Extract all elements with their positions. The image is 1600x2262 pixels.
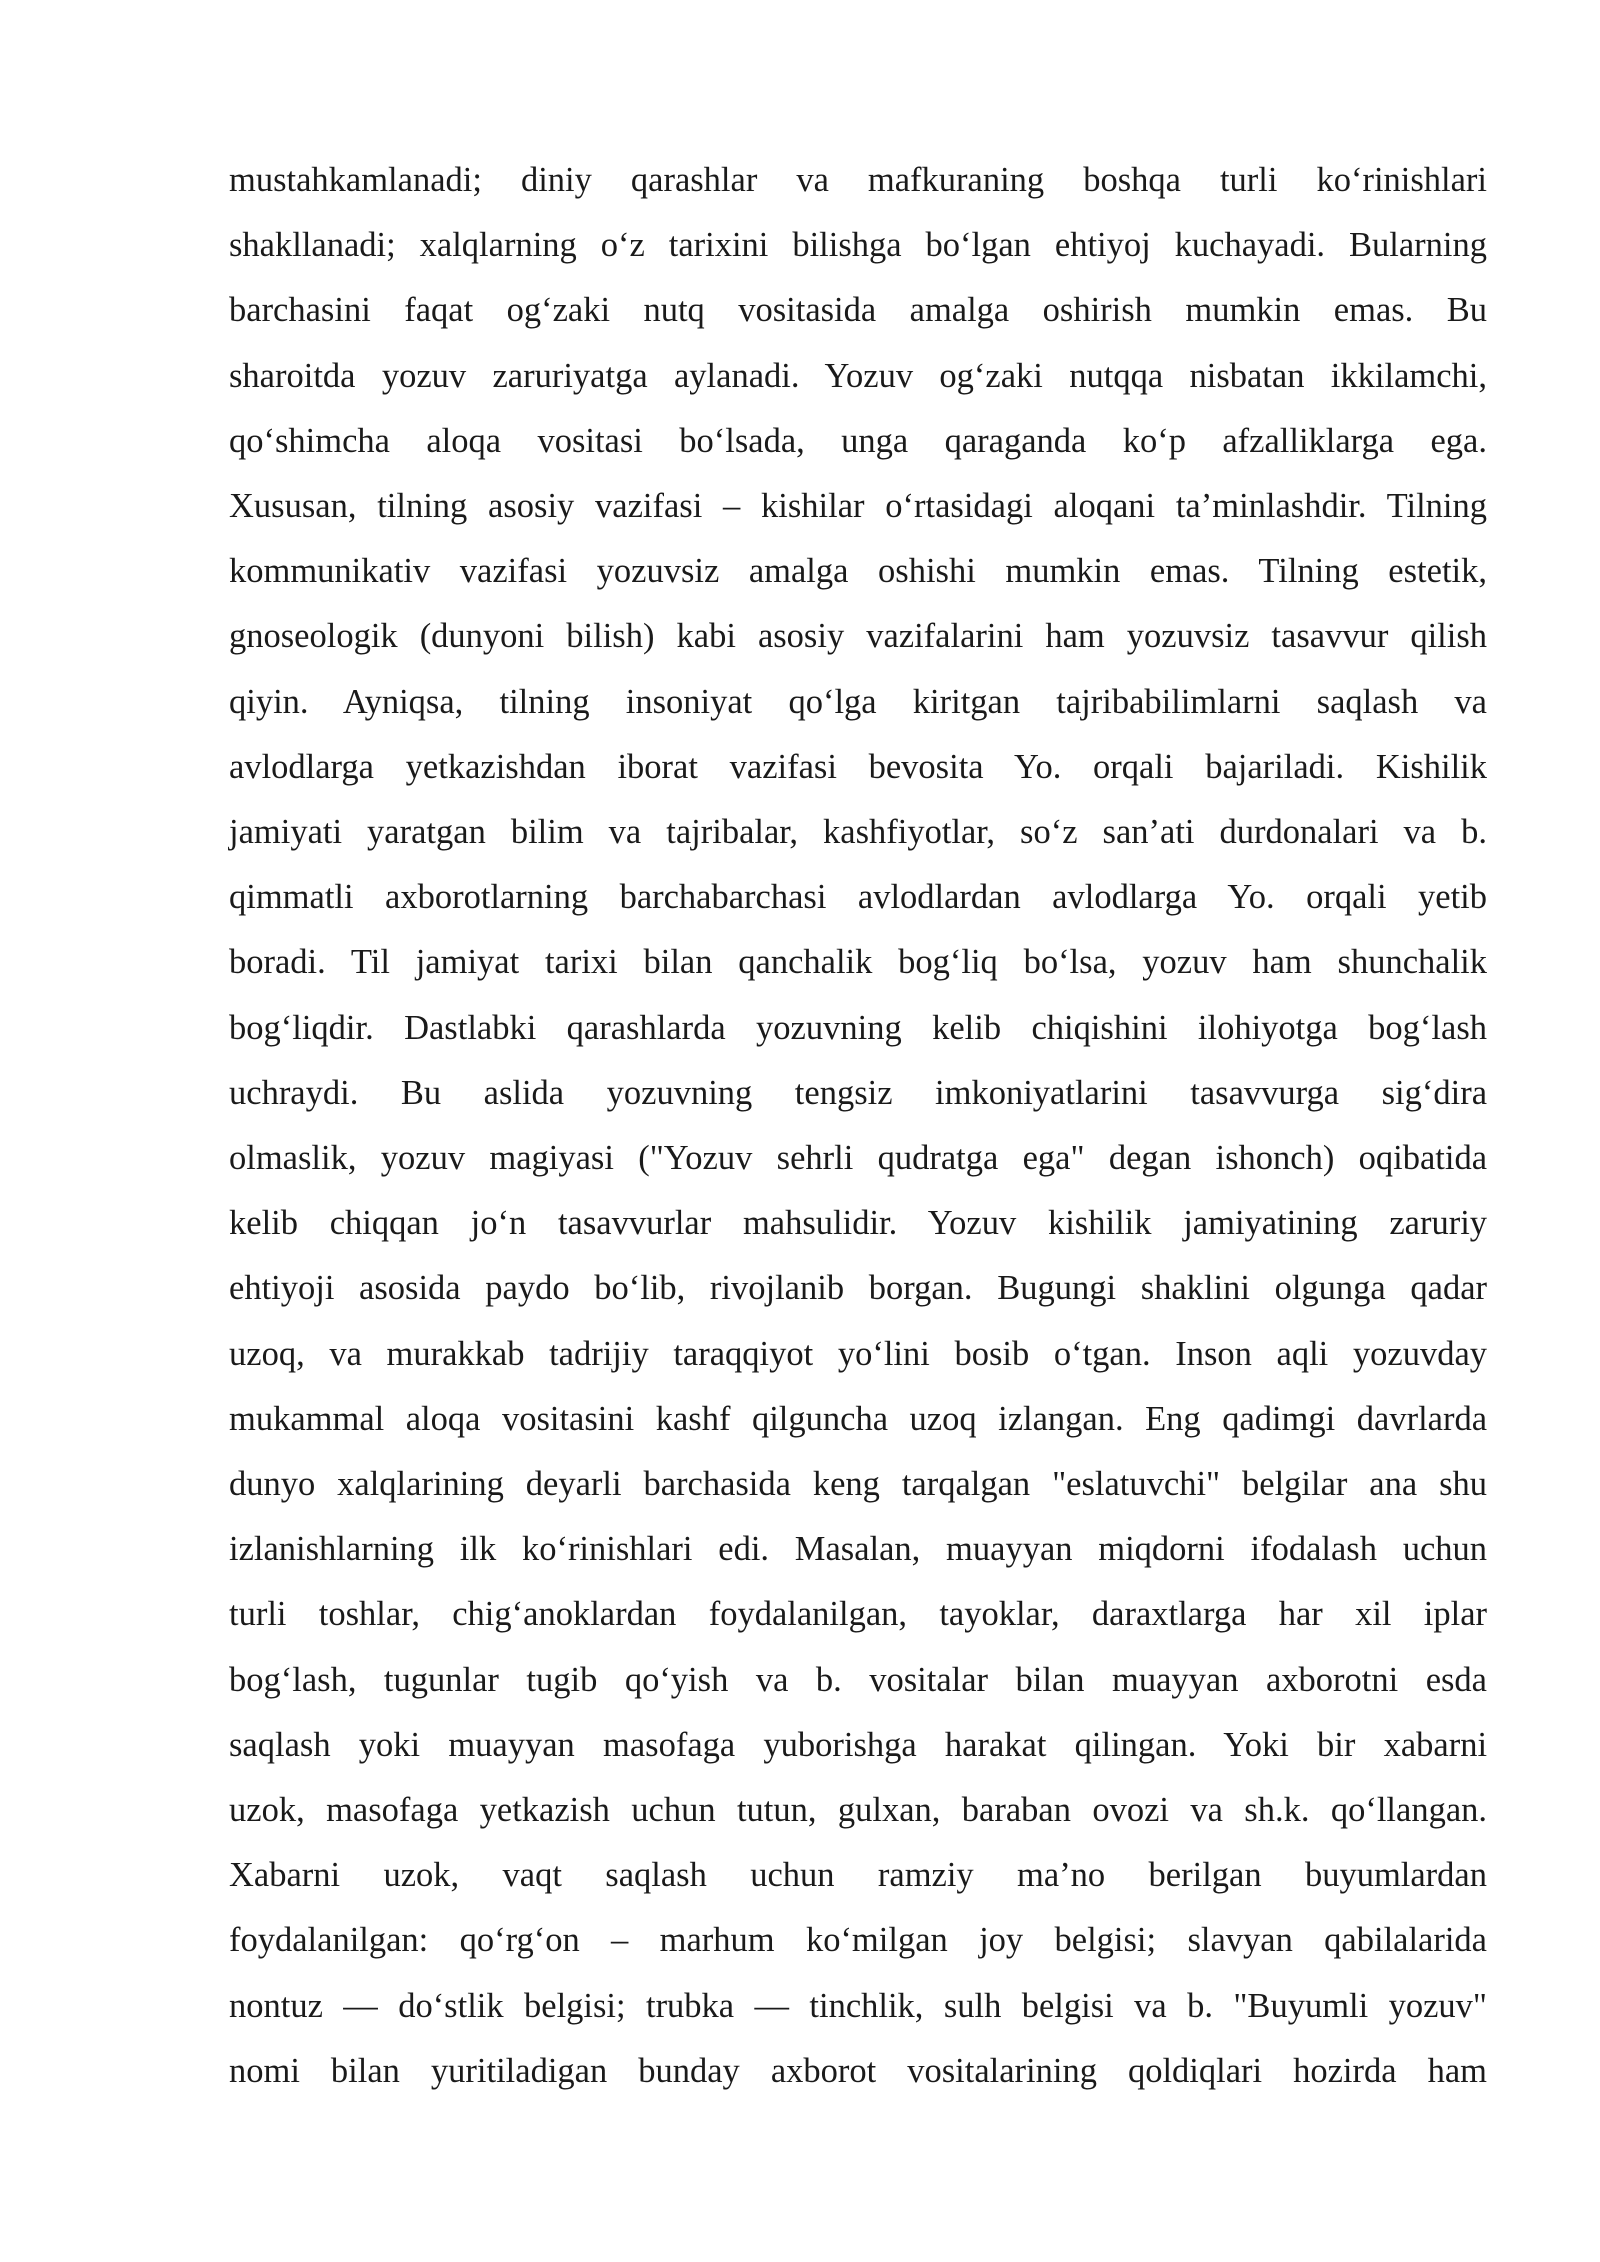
text-line: uzoq, va murakkab tadrijiy taraqqiyot yo‘lini bosib o‘tgan. Inson aqli yozuvday bbox=[229, 1334, 1488, 1373]
text-line: izlanishlarning ilk ko‘rinishlari edi. Masalan, muayyan miqdorni ifodalash uchun bbox=[229, 1530, 1488, 1569]
text-line: olmaslik, yozuv magiyasi ("Yozuv sehrli qudratga ega" degan ishonch) oqibatida bbox=[229, 1139, 1488, 1178]
body-paragraph bbox=[229, 148, 1487, 2104]
text-line: saqlash yoki muayyan masofaga yuborishga harakat qilingan. Yoki bir xabarni bbox=[229, 1725, 1488, 1764]
text-line: turli toshlar, chig‘anoklardan foydalanilgan, tayoklar, daraxtlarga har xil iplar bbox=[229, 1595, 1488, 1634]
text-line: avlodlarga yetkazishdan iborat vazifasi bevosita Yo. orqali bajariladi. Kishilik bbox=[229, 747, 1487, 786]
text-line: Xabarni uzok, vaqt saqlash uchun ramziy ma’no berilgan buyumlardan bbox=[229, 1856, 1487, 1895]
text-line: mukammal aloqa vositasini kashf qilguncha uzoq izlangan. Eng qadimgi davrlarda bbox=[229, 1399, 1488, 1438]
text-line: qiyin. Ayniqsa, tilning insoniyat qo‘lga kiritgan tajribabilimlarni saqlash va bbox=[229, 682, 1487, 721]
text-line: kelib chiqqan jo‘n tasavvurlar mahsulidir. Yozuv kishilik jamiyatining zaruriy bbox=[229, 1204, 1488, 1243]
text-line: Xususan, tilning asosiy vazifasi – kishilar o‘rtasidagi aloqani ta’minlashdir. Tilning bbox=[229, 487, 1488, 526]
text-line: barchasini faqat og‘zaki nutq vositasida amalga oshirish mumkin emas. Bu bbox=[229, 291, 1487, 330]
text-line: qo‘shimcha aloqa vositasi bo‘lsada, unga qaraganda ko‘p afzalliklarga ega. bbox=[229, 421, 1487, 460]
text-line: dunyo xalqlarining deyarli barchasida keng tarqalgan "eslatuvchi" belgilar ana shu bbox=[229, 1465, 1488, 1504]
text-line: foydalanilgan: qo‘rg‘on – marhum ko‘milgan joy belgisi; slavyan qabilalarida bbox=[229, 1921, 1487, 1960]
text-line: kommunikativ vazifasi yozuvsiz amalga oshishi mumkin emas. Tilning estetik, bbox=[229, 552, 1487, 591]
text-line: boradi. Til jamiyat tarixi bilan qanchalik bog‘liq bo‘lsa, yozuv ham shunchalik bbox=[229, 943, 1487, 982]
text-line: nomi bilan yuritiladigan bunday axborot vositalarining qoldiqlari hozirda ham bbox=[229, 2051, 1487, 2090]
text-line: nontuz — do‘stlik belgisi; trubka — tinchlik, sulh belgisi va b. "Buyumli yozuv" bbox=[229, 1986, 1487, 2025]
text-line: qimmatli axborotlarning barchabarchasi avlodlardan avlodlarga Yo. orqali yetib bbox=[229, 878, 1487, 917]
text-line: sharoitda yozuv zaruriyatga aylanadi. Yozuv og‘zaki nutqqa nisbatan ikkilamchi, bbox=[229, 356, 1487, 395]
text-line: ehtiyoji asosida paydo bo‘lib, rivojlanib borgan. Bugungi shaklini olgunga qadar bbox=[229, 1269, 1488, 1308]
text-line: uchraydi. Bu aslida yozuvning tengsiz imkoniyatlarini tasavvurga sig‘dira bbox=[229, 1073, 1488, 1112]
text-line: uzok, masofaga yetkazish uchun tutun, gulxan, baraban ovozi va sh.k. qo‘llangan. bbox=[229, 1791, 1488, 1830]
text-line: mustahkamlanadi; diniy qarashlar va mafkuraning boshqa turli ko‘rinishlari bbox=[229, 161, 1488, 199]
text-line: bog‘liqdir. Dastlabki qarashlarda yozuvning kelib chiqishini ilohiyotga bog‘lash bbox=[229, 1008, 1487, 1047]
text-line: shakllanadi; xalqlarning o‘z tarixini bilishga bo‘lgan ehtiyoj kuchayadi. Bularning bbox=[229, 226, 1487, 265]
text-line: jamiyati yaratgan bilim va tajribalar, kashfiyotlar, so‘z san’ati durdonalari va b. bbox=[229, 813, 1487, 852]
text-line: gnoseologik (dunyoni bilish) kabi asosiy vazifalarini ham yozuvsiz tasavvur qilish bbox=[229, 617, 1488, 656]
text-line: bog‘lash, tugunlar tugib qo‘yish va b. vositalar bilan muayyan axborotni esda bbox=[229, 1660, 1487, 1699]
